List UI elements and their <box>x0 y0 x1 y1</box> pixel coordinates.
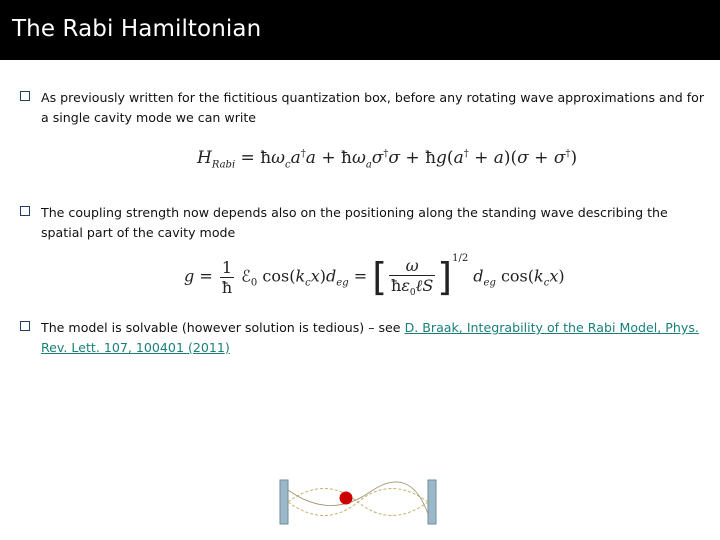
standing-wave-lower <box>288 489 428 516</box>
cavity-standing-wave-illustration <box>270 470 450 530</box>
rabi-hamiltonian-equation: $H_{Rabi}$ = $ħ\omega_ca^\dagger a$ + $ħ\omega_a\sigma^\dagger\sigma$ + ħg(a† + a)(σ + σ†) <box>197 148 578 171</box>
braak-reference-link[interactable]: D. Braak, Integrability of the Rabi Model, Phys. Rev. Lett. 107, 100401 (2011) <box>41 320 699 355</box>
title-bar <box>0 0 720 60</box>
slide-title: The Rabi Hamiltonian <box>12 16 262 42</box>
bullet-text-1: As previously written for the fictitious quantization box, before any rotating wave approximations and for a single cavity mode we can write <box>41 90 705 125</box>
right-mirror <box>428 480 436 524</box>
checkbox-bullet-icon <box>20 321 30 331</box>
bullet-text-2: The coupling strength now depends also on the positioning along the standing wave describing the spatial part of the cavity mode <box>41 205 668 240</box>
bullet-item-2 <box>20 203 710 243</box>
bullet-item-1 <box>20 88 710 128</box>
coupling-strength-equation: g = $\frac{1}{ħ}$ ℰ$_0$ $\cos(k_cx)d_{eg}$ = [ $\frac{\omega}{ħ\varepsilon_0\ell S}$ ]$^{1/2}$ $d_{eg}$ $\cos(k_cx)$ <box>184 253 565 299</box>
atom-icon <box>340 492 353 505</box>
standing-wave-mode <box>288 482 428 514</box>
bullet-text-3-prefix: The model is solvable (however solution is tedious) – see <box>41 320 405 335</box>
checkbox-bullet-icon <box>20 91 30 101</box>
bullet-text-3 <box>41 318 710 358</box>
bullet-item-3 <box>20 318 710 358</box>
left-mirror <box>280 480 288 524</box>
checkbox-bullet-icon <box>20 206 30 216</box>
